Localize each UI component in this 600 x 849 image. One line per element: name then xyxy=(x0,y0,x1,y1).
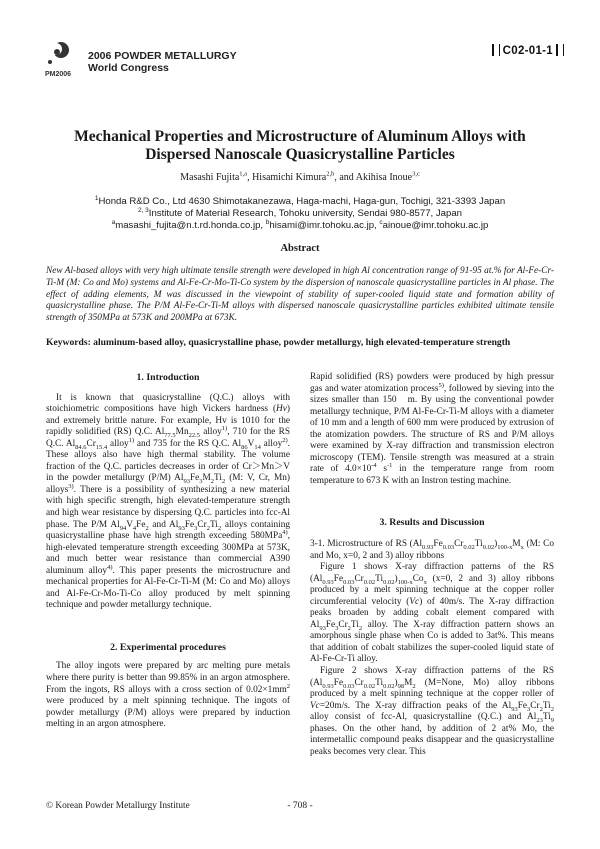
paper-title xyxy=(40,128,560,164)
email-b[interactable]: hisami@imr.tohoku.ac.jp, xyxy=(269,220,380,231)
author-3-marker: 3,c xyxy=(412,170,420,178)
author-2: , Hisamichi Kimura xyxy=(247,172,327,183)
author-1-marker: 1,a xyxy=(239,170,248,178)
figure-2-paragraph: Figure 2 shows X-ray diffraction patterns of the RS $(Al_{0.93}Fe_{0.03}Cr_{0.02}Ti_{0.02})_{98}M_2$ (M=None, Mo) alloy ribbons produced by a melt spinning technique at the copper roller of Vc=20m/s. The X-ray diffraction peaks of the $Al_{93}Fe_3Cr_2Ti_2$ alloy consist of fcc-Al, quasicrystalline (Q.C.) and $Al_{23}Ti_9$ phases. On the other hand, by addition of 2 at% Mo, the intermetallic compound peaks disappear and the quasicrystalline peaks becomes very clear. This xyxy=(310,666,554,757)
paper-code xyxy=(492,44,564,57)
spacer xyxy=(310,487,554,517)
abstract-heading: Abstract xyxy=(280,243,320,254)
subsection-heading-3-1: 3-1. Microstructure of RS $(Al_{0.93}Fe_{0.03}Cr_{0.02}Ti_{0.02})_{100-x}M_x$ (M: Co and Mo, x=0, 2 and 3) alloy ribbons xyxy=(310,539,554,561)
email-b-marker: b xyxy=(265,218,270,226)
email-c[interactable]: ainoue@imr.tohoku.ac.jp xyxy=(382,220,489,231)
experimental-paragraph: The alloy ingots were prepared by arc melting pure metals where there purity is better than 99.85% in an argon atmosphere. From the ingots, RS alloys with a cross section of $0.02\times 1mm^2$ were produced by a melt spinning technique. The ingots of powder metallurgy (P/M) alloys were prepared by induction melting in an argon atmosphere. xyxy=(46,661,290,730)
spacer xyxy=(46,653,290,661)
keywords-label: Keywords xyxy=(46,337,88,348)
spacer xyxy=(310,529,554,539)
conference-line-2: World Congress xyxy=(88,62,169,74)
email-a[interactable]: masashi_fujita@n.t.rd.honda.co.jp, xyxy=(115,220,266,231)
paper-code-text: C02-01-1 xyxy=(502,45,553,57)
author-1: Masashi Fujita xyxy=(180,172,240,183)
page-number: - 708 - xyxy=(287,801,313,811)
email-list xyxy=(40,220,560,232)
introduction-paragraph: It is known that quasicrystalline (Q.C.) alloys with stoichiometric compositions have high Vickers hardness (Hv) and extremely brittle nature. For example, Hv is 1010 for the rapidly solidified (RS) Q.C. $Al_{77.5}Mn_{22.5}$ alloy$^{1)}$, 710 for the RS Q.C. $Al_{84.6}Cr_{15.4}$ alloy$^{1)}$ and 735 for the RS Q.C. $Al_{86}V_{14}$ alloy$^{2)}$. These alloys also have high thermal stability. The volume fraction of the Q.C. particles decreases in order of Cr＞Mn＞V in the powder metallurgy (P/M) $Al_{93}Fe_3M_2Ti_2$ (M: V, Cr, Mn) alloys$^{3)}$. There is a possibility of synthesizing a new material with high specific strength, high elevated-temperature strength and high wear resistance by dispersing Q.C. particles into fcc-Al phase. The P/M $Al_{94}V_4Fe_2$ and $Al_{93}Fe_3Cr_2Ti_2$ alloys containing quasicrystalline phase have high strength exceeding 580MPa$^{4)}$, high-elevated temperature strength exceeding 300MPa at 573K, and much better wear resistance than commercial A390 aluminum alloy$^{4)}$. This paper presents the microstructure and mechanical properties for Al-Fe-Cr-Ti-M (M: Co and Mo) alloys and Al-Fe-Cr-Mo-Ti-Co alloy produced by melt spinning technique and powder metallurgy technique. xyxy=(46,392,290,611)
conference-line-1: 2006 POWDER METALLURGY xyxy=(88,50,237,62)
svg-text:PM2006: PM2006 xyxy=(45,71,72,78)
spacer xyxy=(46,384,290,393)
section-heading-experimental: 2. Experimental procedures xyxy=(110,641,226,653)
keywords xyxy=(46,337,554,348)
affiliation-2-3 xyxy=(40,208,560,220)
affiliation-1-text: Honda R&D Co., Ltd 4630 Shimotakanezawa, Haga-machi, Haga-gun, Tochigi, 321-3393 Japan xyxy=(98,196,506,207)
email-a-marker: a xyxy=(111,218,116,226)
bar-marker-icon-right xyxy=(556,44,564,56)
author-3: , and Akihisa Inoue xyxy=(334,172,413,183)
figure-1-paragraph: Figure 1 shows X-ray diffraction patterns of the RS $(Al_{0.93}Fe_{0.03}Cr_{0.02}Ti_{0.02})_{100-x}Co_x$ (x=0, 2 and 3) alloy ribbons produced by a melt spinning technique at the copper roller circumferential velocity (Vc) of 40m/s. The X-ray diffraction peaks broaden by adding cobalt element compared with $Al_{93}Fe_3Cr_2Ti_2$ alloy. The X-ray diffraction pattern shows an amorphous single phase when Co is added to 3at%. This means that addition of cobalt stabilizes the super-cooled liquid state of Al-Fe-Cr-Ti alloy. xyxy=(310,562,554,665)
email-c-marker: c xyxy=(379,218,383,226)
page-header xyxy=(36,38,564,84)
title-line-1: Mechanical Properties and Microstructure of Aluminum Alloys with xyxy=(74,128,526,145)
section-heading-introduction: 1. Introduction xyxy=(136,372,200,383)
abstract-text: New Al-based alloys with very high ultimate tensile strength were developed in high Al concentration range of 91-95 at.% for Al-Fe-Cr-Ti-M (M: Co and Mo) systems and Al-Fe-Cr-Mo-Ti-Co system by the dispersion of nanoscale quasicrystalline particles in Al phase. The effect of adding elements, M was discussed in the viewpoint of stability of super-cooled liquid state and formation ability of quasicrystalline phase. The P/M Al-Fe-Cr-Ti-M alloys with dispersed nanoscale quasicrystalline particles exhibited ultimate tensile strength of 350MPa at 573K and 200MPa at 673K. xyxy=(46,266,554,324)
author-2-marker: 2,b xyxy=(326,170,335,178)
bar-marker-icon xyxy=(492,44,500,56)
copyright-notice: © Korean Powder Metallurgy Institute xyxy=(46,801,190,811)
affiliations xyxy=(40,196,560,232)
affiliation-2-3-text: Institute of Material Research, Tohoku university, Sendai 980-8577, Japan xyxy=(148,208,463,219)
methods-paragraph: Rapid solidified (RS) powders were produced by high pressur gas and water atomization process$^{5)}$, followed by sieving into the sizes smaller than 150 m. By using the conventional powder metallurgy technique, P/M Al-Fe-Cr-Ti-M alloys with a diameter of 10 mm and a length of 600 mm were produced by extrusion of the atomization powders. The structure of RS and P/M alloys were examined by X-ray diffraction and transmission electron microscopy (TEM). Tensile strength was measured at a strain rate of $4.0\times 10^{-4}$ $s^{-1}$ in the temperature range from room temperature to 673 K with an Instron testing machine. xyxy=(310,372,554,486)
affiliation-1 xyxy=(40,196,560,208)
affiliation-2-3-marker: 2, 3 xyxy=(137,206,149,214)
affiliation-1-marker: 1 xyxy=(94,194,99,202)
left-column xyxy=(46,372,290,731)
right-column xyxy=(310,372,554,758)
title-line-2: Dispersed Nanoscale Quasicrystalline Particles xyxy=(145,146,455,163)
pm2006-logo xyxy=(44,40,74,82)
section-heading-results: 3. Results and Discussion xyxy=(379,517,485,529)
conference-name xyxy=(88,50,237,74)
author-list xyxy=(40,172,560,183)
keywords-text: : aluminum-based alloy, quasicrystalline phase, powder metallurgy, high elevated-temperature strength xyxy=(87,337,511,348)
spacer xyxy=(46,612,290,642)
